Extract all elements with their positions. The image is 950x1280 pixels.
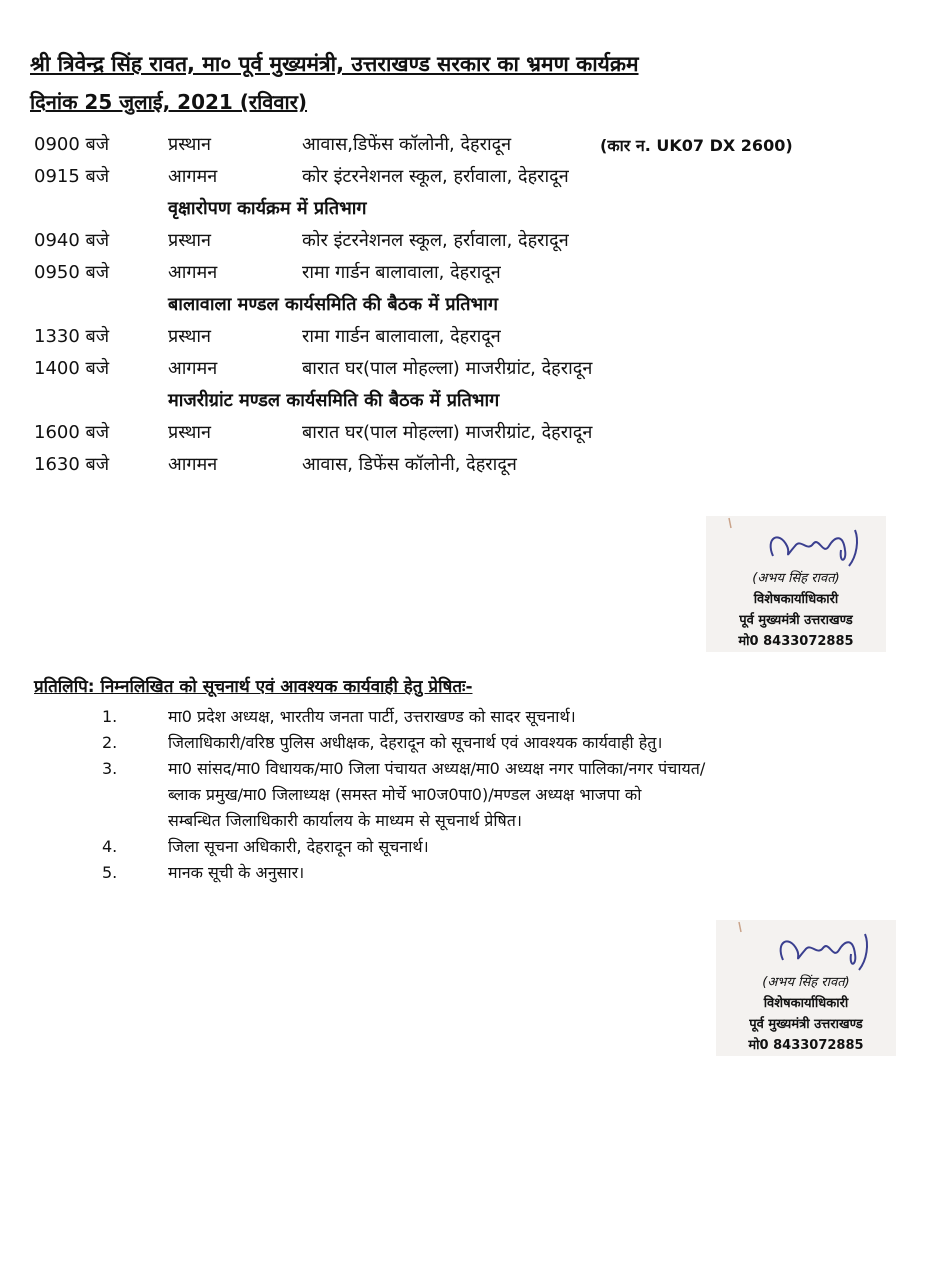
schedule-action: प्रस्थान bbox=[168, 230, 212, 251]
schedule-row bbox=[34, 228, 934, 260]
list-item-number: 1. bbox=[102, 707, 118, 726]
document-title: श्री त्रिवेन्द्र सिंह रावत, मा० पूर्व मुख्यमंत्री, उत्तराखण्ड सरकार का भ्रमण कार्यक्रम bbox=[30, 52, 639, 76]
signatory-office: पूर्व मुख्यमंत्री उत्तराखण्ड bbox=[749, 1017, 863, 1032]
signatory-office: पूर्व मुख्यमंत्री उत्तराखण्ड bbox=[739, 613, 853, 628]
schedule-time: 1330 बजे bbox=[34, 326, 110, 347]
schedule-place: बारात घर(पाल मोहल्ला) माजरीग्रांट, देहरादून bbox=[302, 422, 593, 443]
schedule-row bbox=[34, 356, 934, 388]
handwritten-signature bbox=[731, 920, 881, 972]
signatory-designation: विशेषकार्याधिकारी bbox=[763, 996, 849, 1011]
signature-block bbox=[716, 920, 896, 1056]
schedule-time: 0940 बजे bbox=[34, 230, 110, 251]
schedule-place: रामा गार्डन बालावाला, देहरादून bbox=[302, 262, 501, 283]
list-item-number: 2. bbox=[102, 733, 118, 752]
copy-list bbox=[34, 704, 934, 886]
schedule-event: माजरीग्रांट मण्डल कार्यसमिति की बैठक में प्रतिभाग bbox=[168, 390, 500, 411]
signatory-name: (अभय सिंह रावत) bbox=[762, 975, 850, 990]
handwritten-signature bbox=[721, 516, 871, 568]
schedule-action: आगमन bbox=[168, 166, 218, 187]
list-item-number: 5. bbox=[102, 863, 118, 882]
list-item-number: 4. bbox=[102, 837, 118, 856]
schedule-action: आगमन bbox=[168, 454, 218, 475]
signatory-name: (अभय सिंह रावत) bbox=[752, 571, 840, 586]
signatory-mobile: मो0 8433072885 bbox=[748, 1038, 864, 1053]
schedule-row bbox=[34, 260, 934, 292]
schedule-time: 0900 बजे bbox=[34, 134, 110, 155]
list-item bbox=[34, 730, 934, 756]
schedule-time: 1630 बजे bbox=[34, 454, 110, 475]
schedule-row bbox=[34, 132, 934, 164]
schedule-place: कोर इंटरनेशनल स्कूल, हर्रावाला, देहरादून bbox=[302, 230, 569, 251]
schedule-time: 1400 बजे bbox=[34, 358, 110, 379]
document-date: दिनांक 25 जुलाई, 2021 (रविवार) bbox=[30, 90, 308, 114]
schedule-row bbox=[34, 420, 934, 452]
schedule-place: रामा गार्डन बालावाला, देहरादून bbox=[302, 326, 501, 347]
list-item-text: मा0 प्रदेश अध्यक्ष, भारतीय जनता पार्टी, उत्तराखण्ड को सादर सूचनार्थ। bbox=[168, 707, 576, 726]
list-item bbox=[34, 834, 934, 860]
schedule-time: 1600 बजे bbox=[34, 422, 110, 443]
signatory-mobile: मो0 8433072885 bbox=[738, 634, 854, 649]
schedule-action: प्रस्थान bbox=[168, 326, 212, 347]
schedule-place: आवास,डिफेंस कॉलोनी, देहरादून bbox=[302, 134, 512, 155]
schedule-place: बारात घर(पाल मोहल्ला) माजरीग्रांट, देहरादून bbox=[302, 358, 593, 379]
signatory-designation: विशेषकार्याधिकारी bbox=[753, 592, 839, 607]
list-item-text: मा0 सांसद/मा0 विधायक/मा0 जिला पंचायत अध्यक्ष/मा0 अध्यक्ष नगर पालिका/नगर पंचायत/ ब्लाक प्रमुख/मा0 जिलाध्यक्ष (समस्त मोर्चे भा0ज0पा0)/मण्डल अध्यक्ष भाजपा को सम्बन्धित जिलाधिकारी कार्यालय के माध्यम से सूचनार्थ प्रेषित। bbox=[168, 759, 706, 830]
schedule-table bbox=[34, 132, 934, 484]
schedule-row bbox=[34, 164, 934, 196]
list-item-text: जिला सूचना अधिकारी, देहरादून को सूचनार्थ। bbox=[168, 837, 429, 856]
schedule-place: आवास, डिफेंस कॉलोनी, देहरादून bbox=[302, 454, 517, 475]
schedule-time: 0950 बजे bbox=[34, 262, 110, 283]
schedule-place: कोर इंटरनेशनल स्कूल, हर्रावाला, देहरादून bbox=[302, 166, 569, 187]
schedule-action: आगमन bbox=[168, 358, 218, 379]
schedule-row bbox=[34, 452, 934, 484]
car-number-note: (कार न. UK07 DX 2600) bbox=[600, 136, 793, 155]
schedule-action: आगमन bbox=[168, 262, 218, 283]
list-item bbox=[34, 756, 934, 834]
copy-heading: प्रतिलिपि: निम्नलिखित को सूचनार्थ एवं आवश्यक कार्यवाही हेतु प्रेषितः- bbox=[34, 677, 473, 697]
schedule-action: प्रस्थान bbox=[168, 422, 212, 443]
schedule-event: बालावाला मण्डल कार्यसमिति की बैठक में प्रतिभाग bbox=[168, 294, 498, 315]
list-item bbox=[34, 704, 934, 730]
list-item-number: 3. bbox=[102, 759, 118, 778]
schedule-time: 0915 बजे bbox=[34, 166, 110, 187]
schedule-action: प्रस्थान bbox=[168, 134, 212, 155]
list-item-text: जिलाधिकारी/वरिष्ठ पुलिस अधीक्षक, देहरादून को सूचनार्थ एवं आवश्यक कार्यवाही हेतु। bbox=[168, 733, 663, 752]
schedule-row bbox=[34, 324, 934, 356]
list-item-text: मानक सूची के अनुसार। bbox=[168, 863, 305, 882]
list-item bbox=[34, 860, 934, 886]
signature-block bbox=[706, 516, 886, 652]
schedule-event: वृक्षारोपण कार्यक्रम में प्रतिभाग bbox=[168, 198, 367, 219]
